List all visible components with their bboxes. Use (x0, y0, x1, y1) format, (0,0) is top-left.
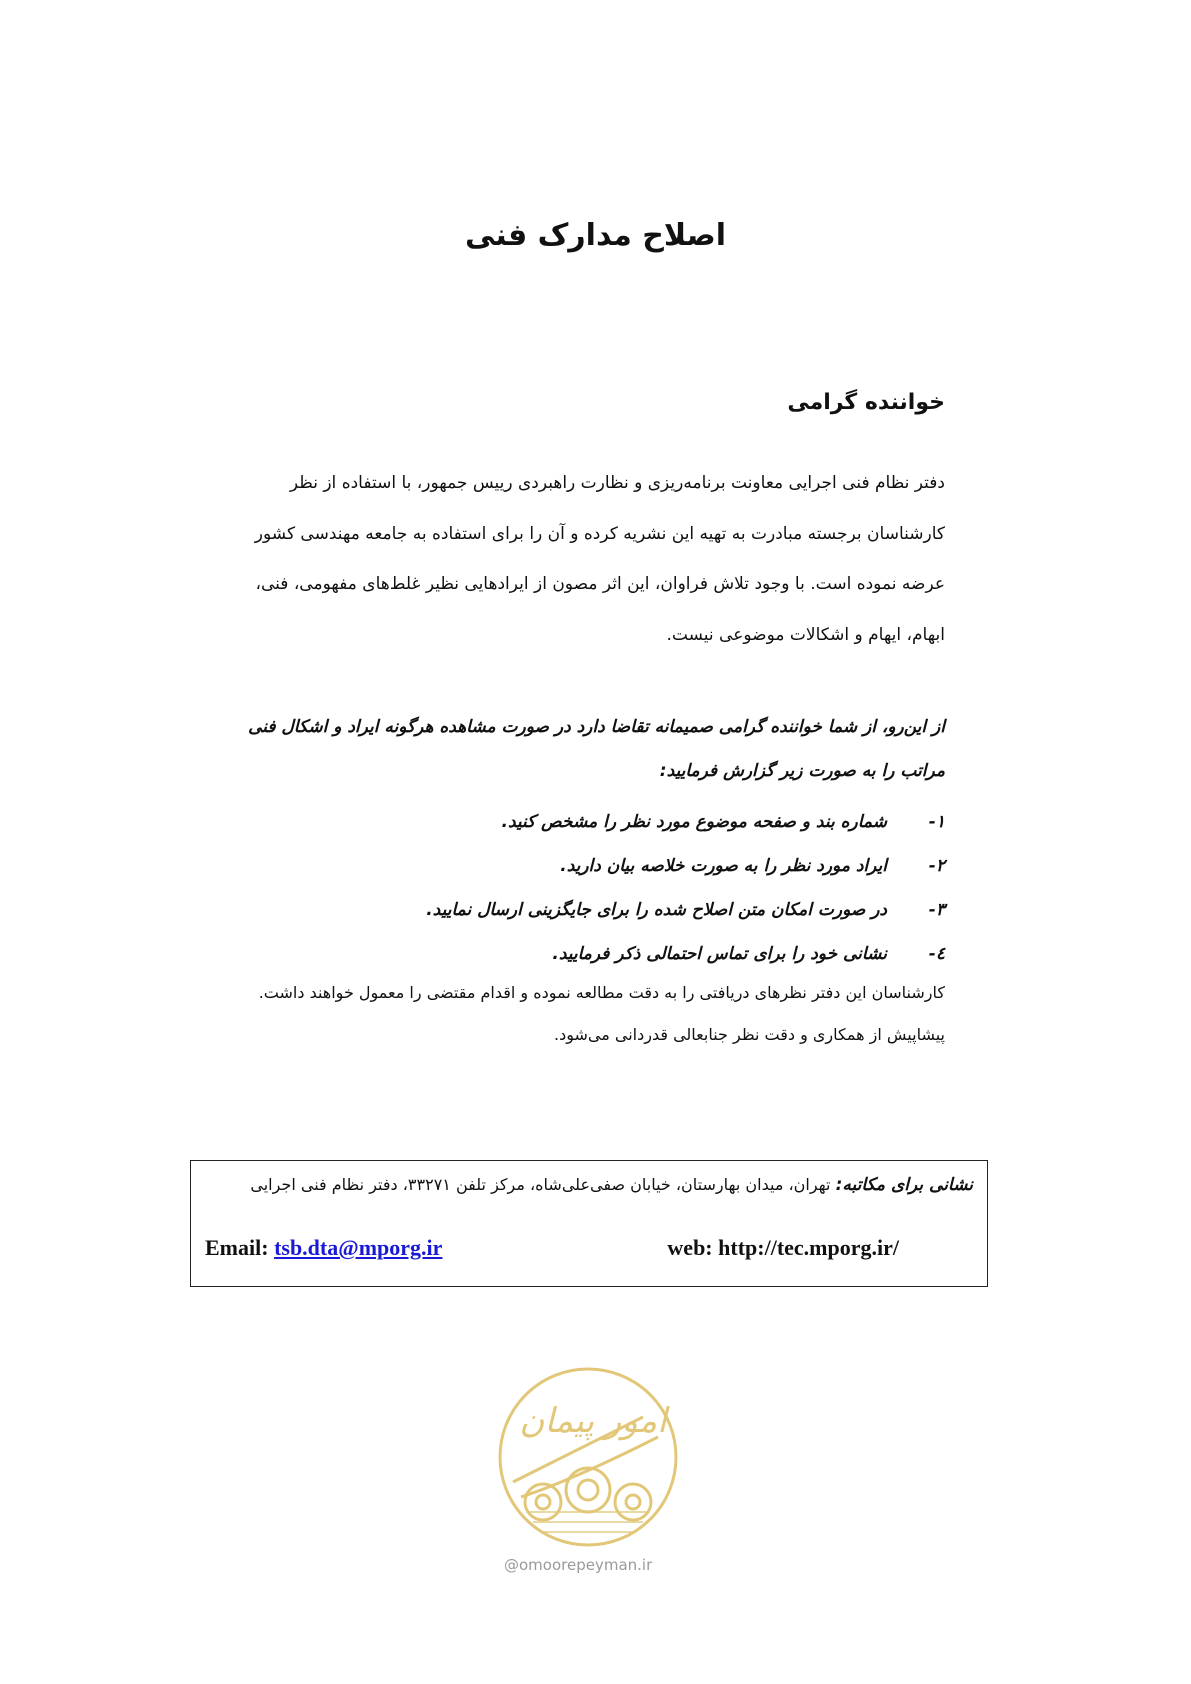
list-item-number: ۲- (928, 856, 945, 876)
watermark-site: @omoorepeyman.ir (504, 1556, 653, 1574)
list-item-text: در صورت امکان متن اصلاح شده را برای جایگزینی ارسال نمایید. (426, 900, 887, 920)
page-title: اصلاح مدارک فنی (465, 218, 726, 253)
list-item-text: ایراد مورد نظر را به صورت خلاصه بیان دارید. (560, 856, 887, 876)
intro-line: کارشناسان برجسته مبادرت به تهیه این نشریه کرده و آن را برای استفاده به جامعه مهندسی کشور (254, 523, 945, 544)
address-text: تهران، میدان بهارستان، خیابان صفی‌علی‌شاه، مرکز تلفن ۳۳۲۷۱، دفتر نظام فنی اجرایی (250, 1175, 831, 1194)
seal-logo-text: امور پیمان (519, 1401, 667, 1441)
email-entry (205, 1235, 442, 1261)
web-entry (667, 1235, 899, 1261)
list-item (199, 888, 945, 932)
list-item-number: ۱- (928, 812, 945, 832)
list-item-number: ۳- (928, 900, 945, 920)
contact-row (205, 1235, 899, 1261)
list-item (199, 800, 945, 844)
salutation-heading: خواننده گرامی (787, 390, 945, 415)
list-item (199, 932, 945, 976)
list-item-number: ٤- (928, 944, 945, 964)
intro-paragraph (199, 458, 945, 661)
request-line: مراتب را به صورت زیر گزارش فرمایید: (659, 761, 945, 782)
request-paragraph (199, 705, 945, 793)
intro-line: دفتر نظام فنی اجرایی معاونت برنامه‌ریزی و نظارت راهبردی رییس جمهور، با استفاده از نظر (289, 473, 945, 493)
request-line: از این‌رو، از شما خواننده گرامی صمیمانه تقاضا دارد در صورت مشاهده هرگونه ایراد و اشکال فنی (248, 717, 945, 737)
closing-line: کارشناسان این دفتر نظرهای دریافتی را به دقت مطالعه نموده و اقدام مقتضی را معمول خواهند داشت. (258, 983, 945, 1002)
contact-box (190, 1160, 988, 1287)
list-item-text: شماره بند و صفحه موضوع مورد نظر را مشخص کنید. (501, 812, 887, 832)
web-url: http://tec.mporg.ir/ (718, 1235, 899, 1260)
intro-line: ابهام، ایهام و اشکالات موضوعی نیست. (666, 624, 945, 645)
report-steps-list (199, 800, 945, 976)
web-label: web: (667, 1235, 713, 1260)
seal-graphic (493, 1362, 683, 1552)
mailing-address (250, 1175, 973, 1195)
closing-paragraph (199, 972, 945, 1055)
intro-line: عرضه نموده است. با وجود تلاش فراوان، این اثر مصون از ایرادهایی نظیر غلط‌های مفهومی، فنی، (255, 574, 945, 595)
list-item (199, 844, 945, 888)
omoorepeyman-seal-icon (493, 1362, 683, 1552)
list-item-text: نشانی خود را برای تماس احتمالی ذکر فرمایید. (552, 944, 887, 964)
address-label: نشانی برای مکاتبه: (835, 1175, 973, 1195)
email-link[interactable]: tsb.dta@mporg.ir (274, 1235, 443, 1260)
email-label: Email: (205, 1235, 269, 1260)
closing-line: پیشاپیش از همکاری و دقت نظر جنابعالی قدردانی می‌شود. (553, 1024, 945, 1044)
